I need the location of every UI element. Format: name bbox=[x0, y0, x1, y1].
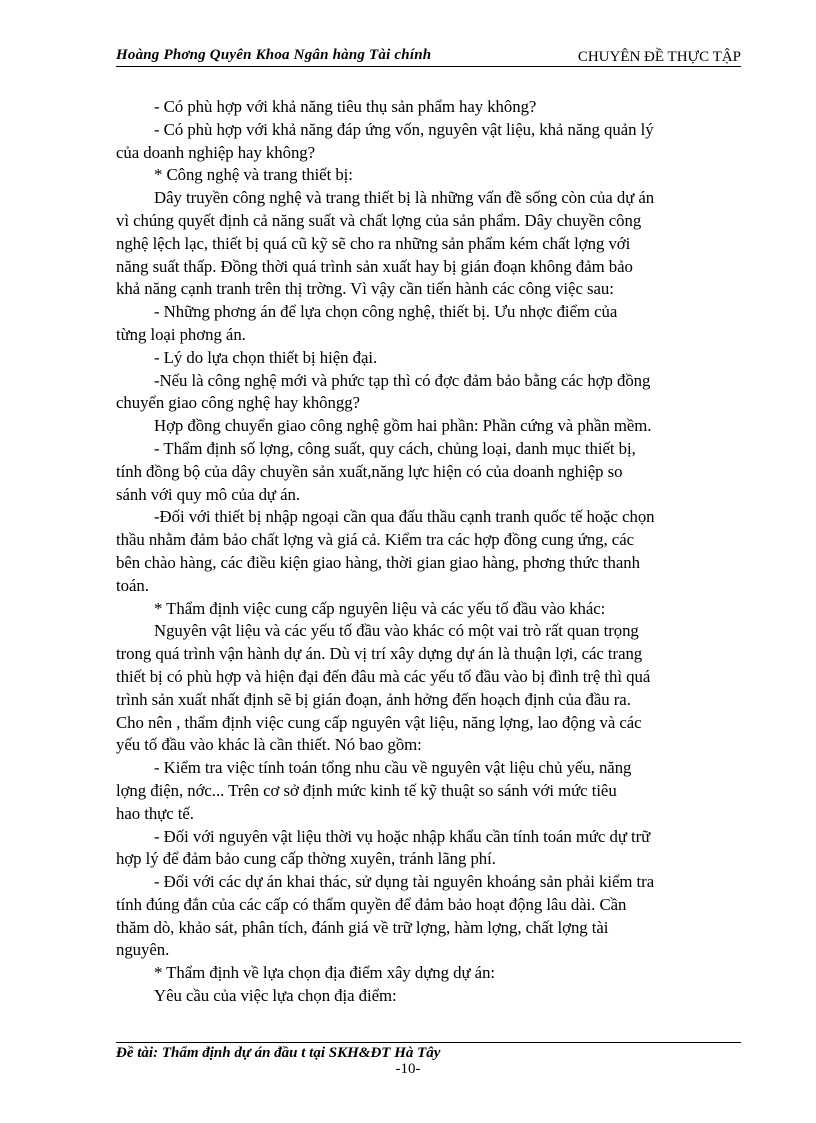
body-text-line: Yêu cầu của việc lựa chọn địa điểm: bbox=[154, 986, 397, 1006]
body-text-line: hao thực tế. bbox=[116, 803, 194, 823]
body-text-line: nguyên. bbox=[116, 940, 170, 960]
body-text-line: toán. bbox=[116, 575, 149, 595]
body-text-line: sánh với quy mô của dự án. bbox=[116, 484, 300, 504]
header-author-department: Hoàng Phơng Quyên Khoa Ngân hàng Tài chính bbox=[116, 47, 432, 63]
body-text-line: Hợp đồng chuyển giao công nghệ gồm hai phần: Phần cứng và phần mềm. bbox=[154, 416, 652, 436]
page-header bbox=[116, 44, 741, 67]
body-text-line: Dây truyền công nghệ và trang thiết bị là những vấn đề sống còn của dự án bbox=[154, 188, 655, 208]
body-text-line: năng suất thấp. Đồng thời quá trình sản xuất hay bị gián đoạn không đảm bảo bbox=[116, 256, 633, 276]
body-text-line: - Có phù hợp với khả năng đáp ứng vốn, nguyên vật liệu, khả năng quản lý bbox=[154, 119, 654, 139]
body-text-line: thiết bị có phù hợp và hiện đại đến đâu mà các yếu tố đầu vào bị đình trệ thì quá bbox=[116, 666, 651, 686]
body-text-line: tính đồng bộ của dây chuyền sản xuất,năng lực hiện có của doanh nghiệp so bbox=[116, 461, 623, 481]
body-text-line: trong quá trình vận hành dự án. Dù vị trí xây dựng dự án là thuận lợi, các trang bbox=[116, 644, 643, 664]
body-text-line: hợp lý để đảm bảo cung cấp thờng xuyên, tránh lãng phí. bbox=[116, 849, 496, 869]
body-text-line: - Đối với nguyên vật liệu thời vụ hoặc nhập khẩu cần tính toán mức dự trữ bbox=[154, 826, 651, 846]
body-text-line: vì chúng quyết định cả năng suất và chất lợng của sản phẩm. Dây chuyền công bbox=[116, 210, 642, 230]
body-text-line: * Thẩm định việc cung cấp nguyên liệu và các yếu tố đầu vào khác: bbox=[154, 598, 606, 618]
header-document-type: CHUYÊN ĐỀ THỰC TẬP bbox=[577, 49, 741, 65]
body-text-line: Cho nên , thẩm định việc cung cấp nguyên vật liệu, năng lợng, lao động và các bbox=[116, 712, 642, 732]
body-text-line: Nguyên vật liệu và các yếu tố đầu vào khác có một vai trò rất quan trọng bbox=[154, 621, 639, 641]
body-text-line: -Nếu là công nghệ mới và phức tạp thì có đợc đảm bảo bằng các hợp đồng bbox=[154, 370, 651, 390]
body-text-line: - Lý do lựa chọn thiết bị hiện đại. bbox=[154, 347, 378, 367]
body-text-line: - Những phơng án để lựa chọn công nghệ, thiết bị. Ưu nhợc điểm của bbox=[154, 302, 618, 322]
page-number: -10- bbox=[395, 1061, 421, 1077]
body-text-line: * Công nghệ và trang thiết bị: bbox=[154, 165, 353, 185]
body-text-line: của doanh nghiệp hay không? bbox=[116, 142, 316, 162]
body-text-line: khả năng cạnh tranh trên thị trờng. Vì vậy cần tiến hành các công việc sau: bbox=[116, 279, 614, 299]
body-text-line: tính đúng đắn của các cấp có thẩm quyền để đảm bảo hoạt động lâu dài. Cần bbox=[116, 894, 627, 914]
body-text-line: * Thẩm định về lựa chọn địa điểm xây dựng dự án: bbox=[154, 963, 496, 983]
document-body bbox=[116, 96, 741, 1008]
body-text-line: - Có phù hợp với khả năng tiêu thụ sản phẩm hay không? bbox=[154, 97, 537, 116]
body-text-line: - Đối với các dự án khai thác, sử dụng tài nguyên khoáng sản phải kiểm tra bbox=[154, 872, 655, 892]
body-text-line: từng loại phơng án. bbox=[116, 324, 246, 344]
body-text-line: bên chào hàng, các điều kiện giao hàng, thời gian giao hàng, phơng thức thanh bbox=[116, 552, 640, 572]
body-text-line: thăm dò, khảo sát, phân tích, đánh giá về trữ lợng, hàm lợng, chất lợng tài bbox=[116, 917, 609, 937]
body-text-line: yếu tố đầu vào khác là cần thiết. Nó bao gồm: bbox=[116, 735, 422, 755]
body-text-line: -Đối với thiết bị nhập ngoại cần qua đấu thầu cạnh tranh quốc tế hoặc chọn bbox=[154, 507, 655, 527]
body-text-line: thầu nhằm đảm bảo chất lợng và giá cả. Kiểm tra các hợp đồng cung ứng, các bbox=[116, 530, 635, 550]
body-text-line: trình sản xuất nhất định sẽ bị gián đoạn, ảnh hởng đến hoạch định của đầu ra. bbox=[116, 689, 631, 709]
footer-divider bbox=[116, 1042, 741, 1043]
footer-topic: Đề tài: Thẩm định dự án đầu t tại SKH&ĐT Hà Tây bbox=[116, 1045, 441, 1061]
body-text-line: chuyển giao công nghệ hay khôngg? bbox=[116, 393, 360, 413]
body-text-line: - Thẩm định số lợng, công suất, quy cách, chủng loại, danh mục thiết bị, bbox=[154, 438, 636, 458]
body-text-line: lợng điện, nớc... Trên cơ sở định mức kinh tế kỹ thuật so sánh với mức tiêu bbox=[116, 780, 617, 800]
body-text-line: nghệ lệch lạc, thiết bị quá cũ kỹ sẽ cho ra những sản phẩm kém chất lợng với bbox=[116, 233, 631, 253]
body-text-line: - Kiểm tra việc tính toán tổng nhu cầu về nguyên vật liệu chủ yếu, năng bbox=[154, 758, 632, 778]
